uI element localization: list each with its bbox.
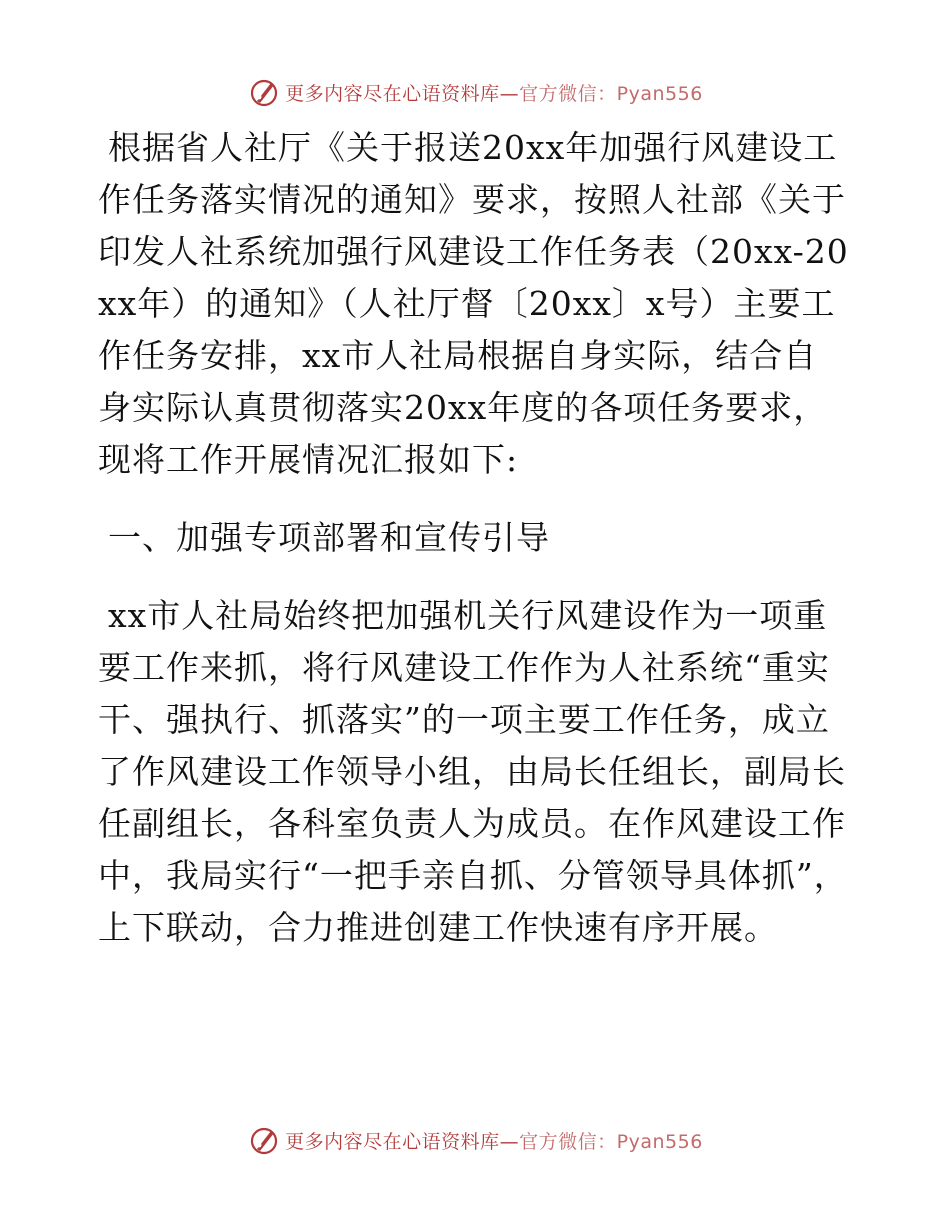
- watermark-text: 更多内容尽在心语资料库—: [285, 1130, 520, 1153]
- quill-logo-icon: [247, 75, 281, 109]
- watermark-suffix: 官方微信：Pyan556: [519, 1130, 703, 1153]
- document-body: [98, 122, 850, 954]
- watermark-suffix: 官方微信：Pyan556: [519, 82, 703, 105]
- intro-paragraph: 根据省人社厅《关于报送20xx年加强行风建设工作任务落实情况的通知》要求，按照人社部《关于印发人社系统加强行风建设工作任务表（20xx-20xx年）的通知》（人社厅督〔20xx〕x号）主要工作任务安排，xx市人社局根据自身实际，结合自身实际认真贯彻落实20xx年度的各项任务要求，现将工作开展情况汇报如下:: [98, 128, 849, 479]
- watermark-text: 更多内容尽在心语资料库—: [285, 82, 520, 105]
- footer-watermark: [0, 1120, 950, 1160]
- section-1-paragraph: xx市人社局始终把加强机关行风建设作为一项重要工作来抓，将行风建设工作作为人社系统“重实干、强执行、抓落实”的一项主要工作任务，成立了作风建设工作领导小组，由局长任组长，副局长任副组长，各科室负责人为成员。在作风建设工作中，我局实行“一把手亲自抓、分管领导具体抓”，上下联动，合力推进创建工作快速有序开展。: [98, 596, 848, 947]
- section-heading-1: 一、加强专项部署和宣传引导: [108, 518, 550, 557]
- header-watermark: [0, 72, 950, 112]
- quill-logo-icon: [247, 1123, 281, 1157]
